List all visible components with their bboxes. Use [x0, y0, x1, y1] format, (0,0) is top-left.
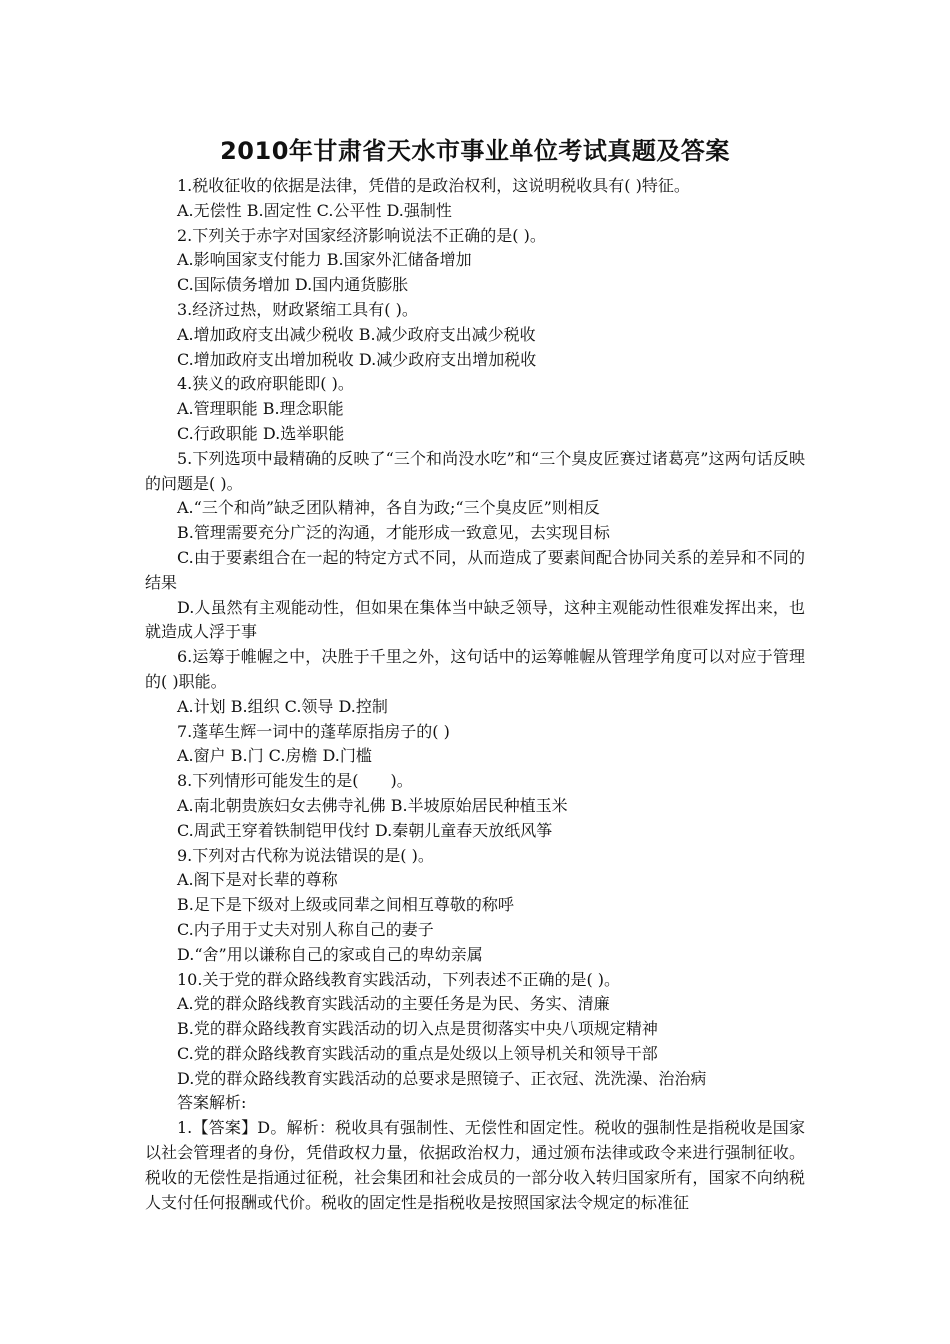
document-page — [145, 128, 805, 1215]
document-title: 2010年甘肃省天水市事业单位考试真题及答案 — [220, 137, 730, 165]
question-10-option-a: A.党的群众路线教育实践活动的主要任务是为民、务实、清廉 — [177, 994, 610, 1014]
question-10-option-c: C.党的群众路线教育实践活动的重点是处级以上领导机关和领导干部 — [177, 1043, 658, 1063]
question-9-option-d: D.“舍”用以谦称自己的家或自己的卑幼亲属 — [177, 944, 483, 964]
answer-heading: 答案解析: — [177, 1093, 247, 1113]
question-3-options-ab: A.增加政府支出减少税收 B.减少政府支出减少税收 — [177, 324, 536, 344]
question-6: 6.运筹于帷幄之中，决胜于千里之外，这句话中的运筹帷幄从管理学角度可以对应于管理的( )职能。 — [145, 647, 805, 691]
question-5-option-b: B.管理需要充分广泛的沟通，才能形成一致意见，去实现目标 — [177, 523, 610, 543]
question-9-option-b: B.足下是下级对上级或同辈之间相互尊敬的称呼 — [177, 895, 514, 915]
question-2-options-cd: C.国际债务增加 D.国内通货膨胀 — [177, 275, 409, 295]
question-8-options-cd: C.周武王穿着铁制铠甲伐纣 D.秦朝儿童春天放纸风筝 — [177, 820, 553, 840]
question-7-options: A.窗户 B.门 C.房檐 D.门槛 — [177, 746, 372, 766]
question-2: 2.下列关于赤字对国家经济影响说法不正确的是( )。 — [177, 225, 546, 245]
question-5: 5.下列选项中最精确的反映了“三个和尚没水吃”和“三个臭皮匠赛过诸葛亮”这两句话反映的问题是( )。 — [145, 448, 805, 493]
question-4: 4.狭义的政府职能即( )。 — [177, 374, 354, 394]
question-8-options-ab: A.南北朝贵族妇女去佛寺礼佛 B.半坡原始居民种植玉米 — [177, 795, 568, 815]
question-1-options: A.无偿性 B.固定性 C.公平性 D.强制性 — [177, 200, 452, 220]
question-3-options-cd: C.增加政府支出增加税收 D.减少政府支出增加税收 — [177, 349, 537, 369]
question-6-options: A.计划 B.组织 C.领导 D.控制 — [177, 696, 388, 716]
question-9-option-c: C.内子用于丈夫对别人称自己的妻子 — [177, 919, 434, 939]
question-2-options-ab: A.影响国家支付能力 B.国家外汇储备增加 — [177, 250, 472, 270]
question-3: 3.经济过热，财政紧缩工具有( )。 — [177, 299, 418, 319]
question-9-option-a: A.阁下是对长辈的尊称 — [177, 870, 338, 890]
question-4-options-ab: A.管理职能 B.理念职能 — [177, 399, 344, 419]
question-5-option-c: C.由于要素组合在一起的特定方式不同，从而造成了要素间配合协同关系的差异和不同的结果 — [145, 547, 805, 592]
question-10: 10.关于党的群众路线教育实践活动，下列表述不正确的是( )。 — [177, 969, 621, 989]
question-5-option-d: D.人虽然有主观能动性，但如果在集体当中缺乏领导，这种主观能动性很难发挥出来，也就造成人浮于事 — [145, 597, 805, 642]
question-1: 1.税收征收的依据是法律，凭借的是政治权利，这说明税收具有( )特征。 — [177, 176, 690, 195]
question-10-option-d: D.党的群众路线教育实践活动的总要求是照镜子、正衣冠、洗洗澡、治治病 — [177, 1068, 707, 1088]
answer-1: 1.【答案】D。解析：税收具有强制性、无偿性和固定性。税收的强制性是指税收是国家以社会管理者的身份，凭借政权力量，依据政治权力，通过颁布法律或政令来进行强制征收。税收的无偿性是指通过征税，社会集团和社会成员的一部分收入转归国家所有，国家不向纳税人支付任何报酬或代价。税收的固定性是指税收是按照国家法令规定的标准征 — [145, 1118, 805, 1212]
question-10-option-b: B.党的群众路线教育实践活动的切入点是贯彻落实中央八项规定精神 — [177, 1019, 658, 1039]
question-4-options-cd: C.行政职能 D.选举职能 — [177, 423, 345, 443]
question-7: 7.蓬荜生辉一词中的蓬荜原指房子的( ) — [177, 721, 450, 741]
question-5-option-a: A.“三个和尚”缺乏团队精神，各自为政;“三个臭皮匠”则相反 — [177, 498, 600, 518]
question-9: 9.下列对古代称为说法错误的是( )。 — [177, 845, 434, 865]
question-8: 8.下列情形可能发生的是( )。 — [177, 771, 413, 791]
